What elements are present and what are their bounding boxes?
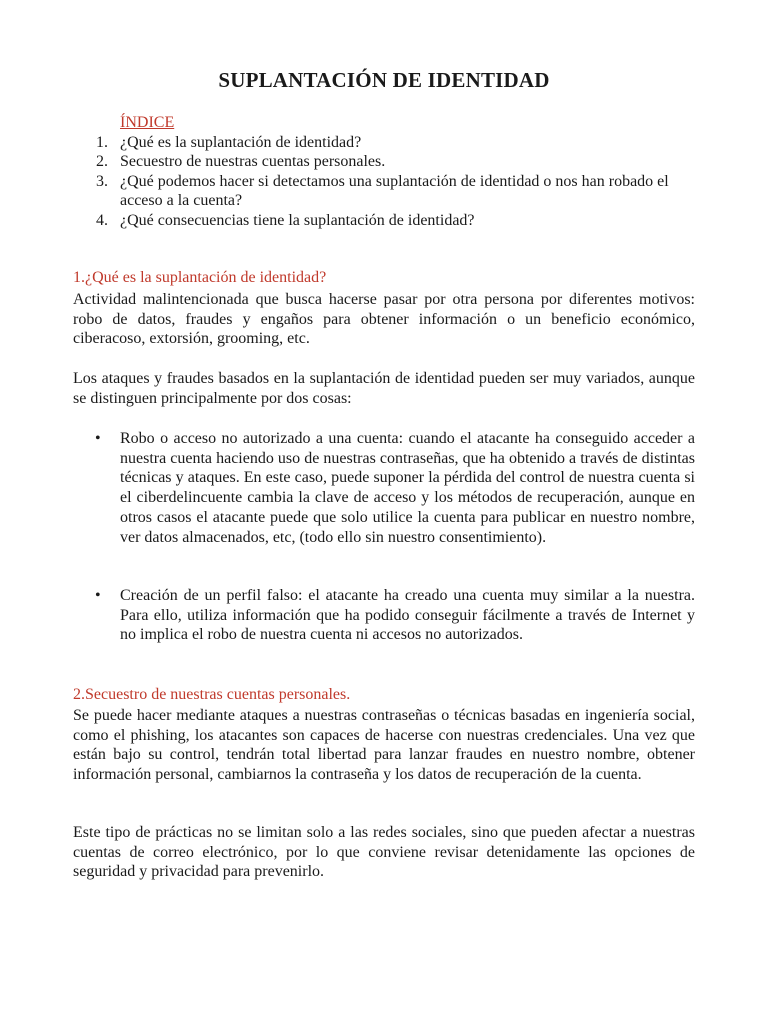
section1-heading: 1.¿Qué es la suplantación de identidad? bbox=[73, 269, 327, 286]
index-list bbox=[0, 133, 675, 230]
index-item-number: 4. bbox=[96, 211, 108, 229]
section2-heading: 2.Secuestro de nuestras cuentas personales. bbox=[73, 686, 351, 703]
index-item-text: Secuestro de nuestras cuentas personales. bbox=[120, 153, 386, 171]
bullet-item bbox=[0, 586, 695, 645]
index-item-text: ¿Qué consecuencias tiene la suplantación de identidad? bbox=[120, 211, 475, 229]
bullet-list bbox=[0, 429, 695, 547]
index-item-number: 2. bbox=[96, 153, 108, 171]
section2-paragraph-1: Se puede hacer mediante ataques a nuestras contraseñas o técnicas basadas en ingeniería social, como el phishing, los atacantes son capaces de hacerse con nuestras credenciales. Una vez que están bajo su control, tendrán total libertad para lanzar fraudes en nuestro nombre, obtener información personal, cambiarnos la contraseña y los datos de recuperación de la cuenta. bbox=[73, 707, 695, 783]
section2-paragraph-2: Este tipo de prácticas no se limitan solo a las redes sociales, sino que pueden afectar a nuestras cuentas de correo electrónico, por lo que conviene revisar detenidamente las opciones de seguridad y privacidad para prevenirlo. bbox=[73, 824, 695, 880]
bullet-list bbox=[0, 586, 695, 645]
section1-paragraph-1: Actividad malintencionada que busca hacerse pasar por otra persona por diferentes motivos: robo de datos, fraudes y engaños para obtener información o un beneficio económico, ciberacoso, extorsión, grooming, etc. bbox=[73, 291, 695, 347]
index-item bbox=[0, 211, 675, 230]
bullet-text: Creación de un perfil falso: el atacante ha creado una cuenta muy similar a la nuestra. Para ello, utiliza información que ha podido conseguir fácilmente a través de Internet y no implica el robo de nuestra cuenta ni accesos no autorizados. bbox=[120, 587, 695, 644]
bullet-text: Robo o acceso no autorizado a una cuenta: cuando el atacante ha conseguido acceder a nuestra cuenta haciendo uso de nuestras contraseñas, que ha obtenido a través de distintas técnicas y ataques. En este caso, puede suponer la pérdida del control de nuestra cuenta si el ciberdelincuente cambia la clave de acceso y los métodos de recuperación, aunque en otros casos el atacante puede que solo utilice la cuenta para publicar en nuestro nombre, ver datos almacenados, etc, (todo ello sin nuestro consentimiento). bbox=[120, 430, 695, 546]
index-item bbox=[0, 172, 675, 211]
bullet-marker: • bbox=[95, 587, 101, 604]
index-heading: ÍNDICE bbox=[120, 114, 175, 131]
section1-paragraph-2: Los ataques y fraudes basados en la suplantación de identidad pueden ser muy variados, aunque se distinguen principalmente por dos cosas: bbox=[73, 370, 695, 407]
document-title: SUPLANTACIÓN DE IDENTIDAD bbox=[218, 68, 550, 92]
bullet-item bbox=[0, 429, 695, 547]
bullet-marker: • bbox=[95, 430, 101, 447]
index-item-number: 3. bbox=[96, 172, 108, 190]
index-item bbox=[0, 133, 675, 152]
index-item-number: 1. bbox=[96, 134, 108, 151]
index-item-text: ¿Qué podemos hacer si detectamos una suplantación de identidad o nos han robado el acceso a la cuenta? bbox=[120, 172, 669, 210]
index-item bbox=[0, 152, 675, 171]
index-item-text: ¿Qué es la suplantación de identidad? bbox=[120, 134, 362, 151]
